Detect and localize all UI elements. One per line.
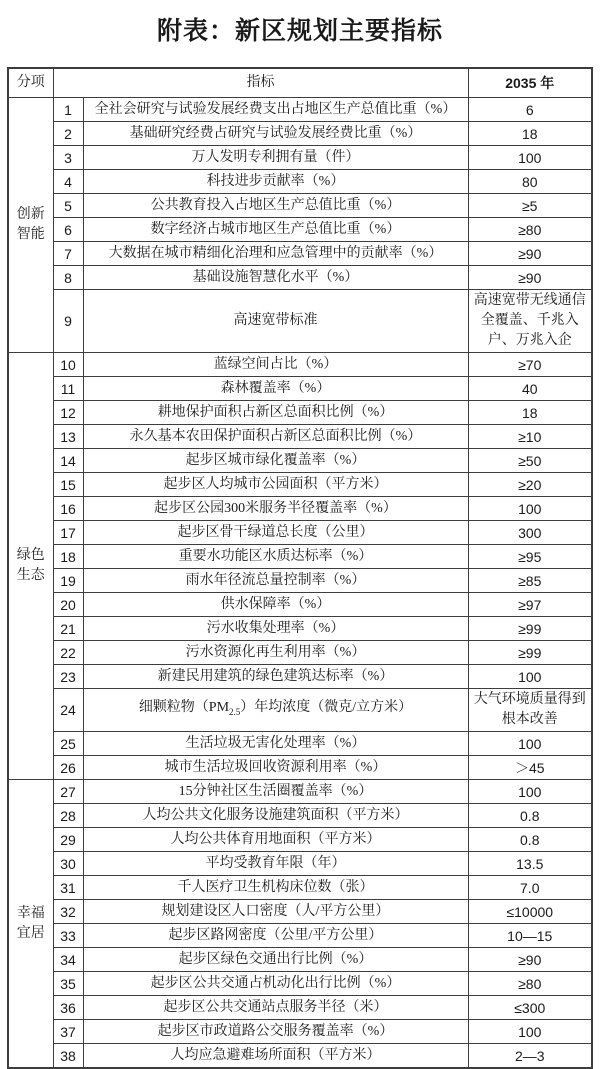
row-number-cell: 29 <box>53 828 83 852</box>
indicator-cell: 起步区城市绿化覆盖率（%） <box>83 449 468 473</box>
row-number-cell: 21 <box>53 617 83 641</box>
category-cell <box>8 780 53 1069</box>
table-row <box>8 804 592 828</box>
row-number-cell: 18 <box>53 545 83 569</box>
value-cell: 6 <box>468 98 592 122</box>
row-number-cell: 12 <box>53 401 83 425</box>
indicator-cell: 15分钟社区生活圈覆盖率（%） <box>83 780 468 804</box>
table-row <box>8 545 592 569</box>
table-row <box>8 1044 592 1069</box>
table-row <box>8 1020 592 1044</box>
indicator-cell: 千人医疗卫生机构床位数（张） <box>83 876 468 900</box>
table-row <box>8 521 592 545</box>
table-row <box>8 876 592 900</box>
value-cell: 2—3 <box>468 1044 592 1069</box>
row-number-cell: 14 <box>53 449 83 473</box>
value-cell: ≥80 <box>468 972 592 996</box>
table-row <box>8 194 592 218</box>
indicator-cell: 规划建设区人口密度（人/平方公里） <box>83 900 468 924</box>
indicator-cell: 雨水年径流总量控制率（%） <box>83 569 468 593</box>
row-number-cell: 15 <box>53 473 83 497</box>
indicator-cell: 基础设施智慧化水平（%） <box>83 266 468 290</box>
value-cell: ≥85 <box>468 569 592 593</box>
value-cell: 100 <box>468 497 592 521</box>
row-number-cell: 38 <box>53 1044 83 1069</box>
indicator-cell: 污水收集处理率（%） <box>83 617 468 641</box>
table-row <box>8 828 592 852</box>
value-cell: ≥70 <box>468 353 592 377</box>
table-row <box>8 449 592 473</box>
table-row <box>8 497 592 521</box>
value-cell: 100 <box>468 146 592 170</box>
indicator-cell: 大数据在城市精细化治理和应急管理中的贡献率（%） <box>83 242 468 266</box>
table-row <box>8 377 592 401</box>
value-cell: 大气环境质量得到根本改善 <box>468 689 592 732</box>
indicator-cell: 城市生活垃圾回收资源利用率（%） <box>83 756 468 780</box>
row-number-cell: 33 <box>53 924 83 948</box>
value-cell: 100 <box>468 732 592 756</box>
table-row <box>8 122 592 146</box>
value-cell: 100 <box>468 1020 592 1044</box>
table-row <box>8 242 592 266</box>
row-number-cell: 23 <box>53 665 83 689</box>
category-cell <box>8 98 53 353</box>
row-number-cell: 4 <box>53 170 83 194</box>
value-cell: ≥90 <box>468 266 592 290</box>
row-number-cell: 25 <box>53 732 83 756</box>
table-row <box>8 170 592 194</box>
indicator-cell: 高速宽带标准 <box>83 290 468 353</box>
row-number-cell: 10 <box>53 353 83 377</box>
value-cell: 18 <box>468 122 592 146</box>
indicator-cell: 全社会研究与试验发展经费支出占地区生产总值比重（%） <box>83 98 468 122</box>
indicator-cell: 科技进步贡献率（%） <box>83 170 468 194</box>
value-cell: 0.8 <box>468 828 592 852</box>
value-cell: 40 <box>468 377 592 401</box>
indicator-cell: 起步区人均城市公园面积（平方米） <box>83 473 468 497</box>
indicators-table <box>7 67 593 1069</box>
row-number-cell: 24 <box>53 689 83 732</box>
indicator-cell: 蓝绿空间占比（%） <box>83 353 468 377</box>
indicator-cell: 起步区路网密度（公里/平方公里） <box>83 924 468 948</box>
header-category: 分项 <box>8 68 53 98</box>
indicator-cell: 生活垃圾无害化处理率（%） <box>83 732 468 756</box>
value-cell: ＞45 <box>468 756 592 780</box>
value-cell: ≤10000 <box>468 900 592 924</box>
indicator-cell: 人均应急避难场所面积（平方米） <box>83 1044 468 1069</box>
row-number-cell: 19 <box>53 569 83 593</box>
indicator-cell: 新建民用建筑的绿色建筑达标率（%） <box>83 665 468 689</box>
indicator-cell <box>83 689 468 732</box>
table-row <box>8 996 592 1020</box>
indicator-cell: 起步区骨干绿道总长度（公里） <box>83 521 468 545</box>
page-title: 附表：新区规划主要指标 <box>156 18 443 45</box>
indicator-cell: 起步区绿色交通出行比例（%） <box>83 948 468 972</box>
table-row <box>8 146 592 170</box>
row-number-cell: 31 <box>53 876 83 900</box>
row-number-cell: 2 <box>53 122 83 146</box>
category-cell <box>8 353 53 780</box>
table-row <box>8 852 592 876</box>
indicator-cell: 重要水功能区水质达标率（%） <box>83 545 468 569</box>
table-row <box>8 732 592 756</box>
value-cell: 18 <box>468 401 592 425</box>
table-row <box>8 266 592 290</box>
row-number-cell: 1 <box>53 98 83 122</box>
header-indicator: 指标 <box>53 68 468 98</box>
value-cell: 13.5 <box>468 852 592 876</box>
value-cell: 0.8 <box>468 804 592 828</box>
value-cell: ≤300 <box>468 996 592 1020</box>
value-cell: ≥50 <box>468 449 592 473</box>
category-label-line: 宜居 <box>16 925 45 941</box>
table-row <box>8 972 592 996</box>
value-cell: 300 <box>468 521 592 545</box>
indicator-cell: 公共教育投入占地区生产总值比重（%） <box>83 194 468 218</box>
indicator-cell: 起步区公共交通站点服务半径（米） <box>83 996 468 1020</box>
value-cell: ≥95 <box>468 545 592 569</box>
indicator-cell: 耕地保护面积占新区总面积比例（%） <box>83 401 468 425</box>
indicator-cell: 起步区市政道路公交服务覆盖率（%） <box>83 1020 468 1044</box>
value-cell: 10—15 <box>468 924 592 948</box>
table-row <box>8 948 592 972</box>
row-number-cell: 27 <box>53 780 83 804</box>
category-label-line: 绿色 <box>16 548 45 563</box>
table-row <box>8 425 592 449</box>
category-label-line: 幸福 <box>16 905 45 921</box>
indicator-cell: 森林覆盖率（%） <box>83 377 468 401</box>
row-number-cell: 32 <box>53 900 83 924</box>
indicator-cell: 平均受教育年限（年） <box>83 852 468 876</box>
value-cell: ≥10 <box>468 425 592 449</box>
row-number-cell: 26 <box>53 756 83 780</box>
value-cell: 7.0 <box>468 876 592 900</box>
row-number-cell: 7 <box>53 242 83 266</box>
table-row <box>8 665 592 689</box>
row-number-cell: 34 <box>53 948 83 972</box>
indicator-cell: 数字经济占城市地区生产总值比重（%） <box>83 218 468 242</box>
table-row <box>8 98 592 122</box>
row-number-cell: 20 <box>53 593 83 617</box>
table-row <box>8 218 592 242</box>
value-cell: 100 <box>468 780 592 804</box>
row-number-cell: 22 <box>53 641 83 665</box>
row-number-cell: 5 <box>53 194 83 218</box>
indicator-cell: 供水保障率（%） <box>83 593 468 617</box>
indicator-text: 细颗粒物（PM <box>138 700 230 716</box>
indicator-cell: 万人发明专利拥有量（件） <box>83 146 468 170</box>
table-row <box>8 689 592 732</box>
row-number-cell: 35 <box>53 972 83 996</box>
row-number-cell: 30 <box>53 852 83 876</box>
category-label-line: 智能 <box>16 227 45 242</box>
category-label-line: 生态 <box>16 568 45 583</box>
table-row <box>8 900 592 924</box>
header-row <box>8 68 592 98</box>
indicator-cell: 基础研究经费占研究与试验发展经费比重（%） <box>83 122 468 146</box>
page <box>0 14 600 1063</box>
row-number-cell: 36 <box>53 996 83 1020</box>
row-number-cell: 11 <box>53 377 83 401</box>
row-number-cell: 6 <box>53 218 83 242</box>
indicator-cell: 人均公共体育用地面积（平方米） <box>83 828 468 852</box>
indicator-cell: 人均公共文化服务设施建筑面积（平方米） <box>83 804 468 828</box>
table-row <box>8 353 592 377</box>
value-cell: ≥20 <box>468 473 592 497</box>
indicator-subscript: 2.5 <box>229 706 241 717</box>
value-cell: 80 <box>468 170 592 194</box>
row-number-cell: 9 <box>53 290 83 353</box>
indicator-cell: 起步区公园300米服务半径覆盖率（%） <box>83 497 468 521</box>
table-row <box>8 924 592 948</box>
table-row <box>8 593 592 617</box>
table-row <box>8 401 592 425</box>
table-row <box>8 780 592 804</box>
value-cell: ≥5 <box>468 194 592 218</box>
table-row <box>8 617 592 641</box>
row-number-cell: 3 <box>53 146 83 170</box>
value-cell: ≥90 <box>468 948 592 972</box>
header-year: 2035 年 <box>468 68 592 98</box>
value-cell: ≥99 <box>468 617 592 641</box>
value-cell: 高速宽带无线通信全覆盖、千兆入户、万兆入企 <box>468 290 592 353</box>
value-cell: 100 <box>468 665 592 689</box>
table-row <box>8 290 592 353</box>
indicator-cell: 起步区公共交通占机动化出行比例（%） <box>83 972 468 996</box>
table-row <box>8 569 592 593</box>
table-body <box>8 98 592 1069</box>
row-number-cell: 8 <box>53 266 83 290</box>
value-cell: ≥97 <box>468 593 592 617</box>
value-cell: ≥99 <box>468 641 592 665</box>
indicator-text: ）年均浓度（微克/立方米） <box>240 700 413 716</box>
row-number-cell: 37 <box>53 1020 83 1044</box>
category-label-line: 创新 <box>16 207 45 222</box>
table-row <box>8 641 592 665</box>
table-row <box>8 756 592 780</box>
row-number-cell: 16 <box>53 497 83 521</box>
table-row <box>8 473 592 497</box>
row-number-cell: 28 <box>53 804 83 828</box>
indicator-cell: 永久基本农田保护面积占新区总面积比例（%） <box>83 425 468 449</box>
row-number-cell: 13 <box>53 425 83 449</box>
row-number-cell: 17 <box>53 521 83 545</box>
indicator-cell: 污水资源化再生利用率（%） <box>83 641 468 665</box>
value-cell: ≥90 <box>468 242 592 266</box>
value-cell: ≥80 <box>468 218 592 242</box>
